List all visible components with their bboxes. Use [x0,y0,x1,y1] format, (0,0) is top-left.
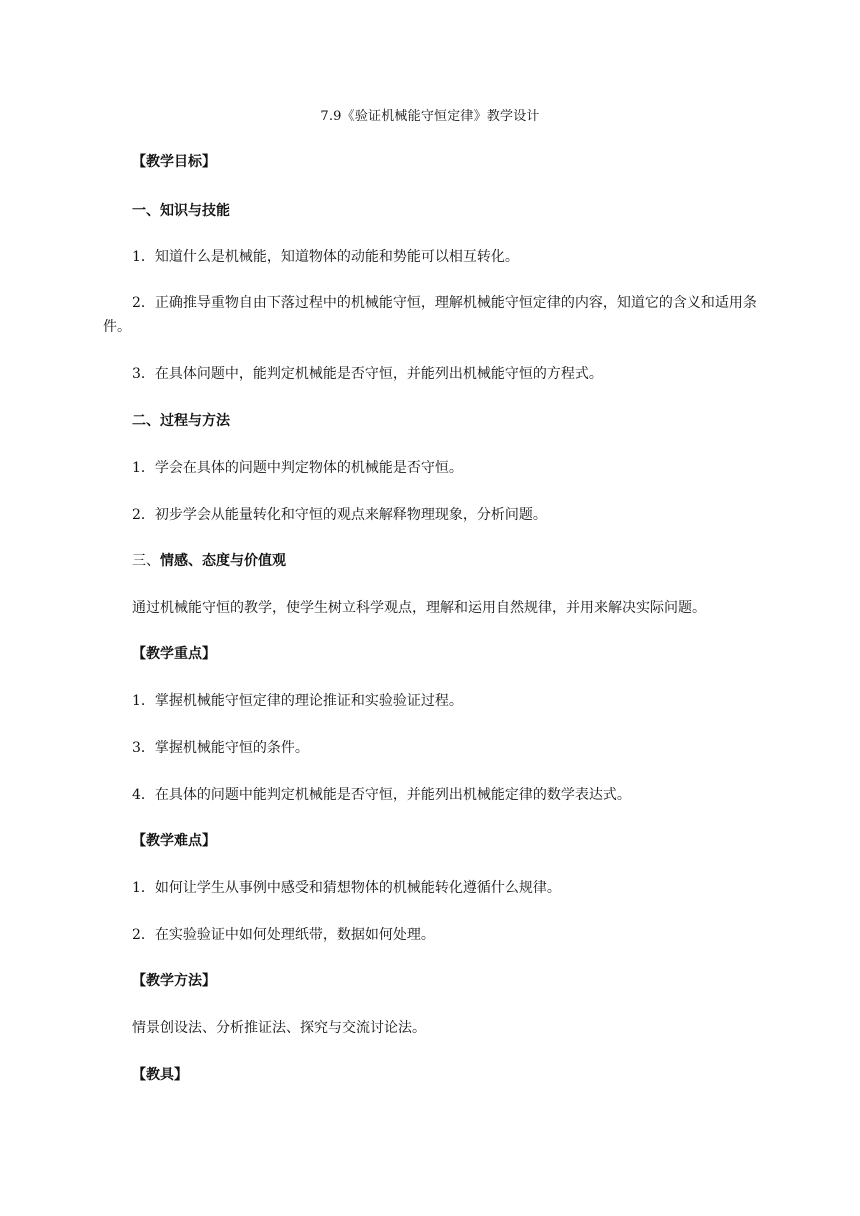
key-points-heading: 【教学重点】 [132,646,216,662]
values-text: 通过机械能守恒的教学，使学生树立科学观点，理解和运用自然规律，并用来解决实际问题。 [132,600,706,616]
key-point-item-2: 3．掌握机械能守恒的条件。 [132,740,309,756]
values-heading-prefix: 三、 [132,553,160,569]
methods-text: 情景创设法、分析推证法、探究与交流讨论法。 [132,1020,426,1036]
key-point-item-1: 1．掌握机械能守恒定律的理论推证和实验验证过程。 [132,693,463,709]
objectives-heading: 【教学目标】 [132,154,216,170]
process-item-1: 1．学会在具体的问题中判定物体的机械能是否守恒。 [132,460,463,476]
document-title: 7.9《验证机械能守恒定律》教学设计 [320,109,540,124]
values-heading-text: 情感、态度与价值观 [160,553,286,569]
difficulty-item-1: 1．如何让学生从事例中感受和猜想物体的机械能转化遵循什么规律。 [132,880,561,896]
tools-heading: 【教具】 [132,1067,188,1083]
process-item-2: 2．初步学会从能量转化和守恒的观点来解释物理现象，分析问题。 [132,507,547,523]
objective-item-3: 3．在具体问题中，能判定机械能是否守恒，并能列出机械能守恒的方程式。 [132,366,603,382]
key-point-item-3: 4．在具体的问题中能判定机械能是否守恒，并能列出机械能定律的数学表达式。 [132,787,631,803]
methods-heading: 【教学方法】 [132,973,216,989]
knowledge-skills-heading: 一、知识与技能 [132,203,230,219]
difficulty-item-2: 2．在实验验证中如何处理纸带，数据如何处理。 [132,927,435,943]
objective-item-2: 2．正确推导重物自由下落过程中的机械能守恒，理解机械能守恒定律的内容，知道它的含义和适用条件。 [103,295,757,335]
objective-item-1: 1．知道什么是机械能，知道物体的动能和势能可以相互转化。 [132,249,519,265]
process-methods-heading: 二、过程与方法 [132,413,230,429]
values-heading [132,552,762,570]
difficulties-heading: 【教学难点】 [132,833,216,849]
